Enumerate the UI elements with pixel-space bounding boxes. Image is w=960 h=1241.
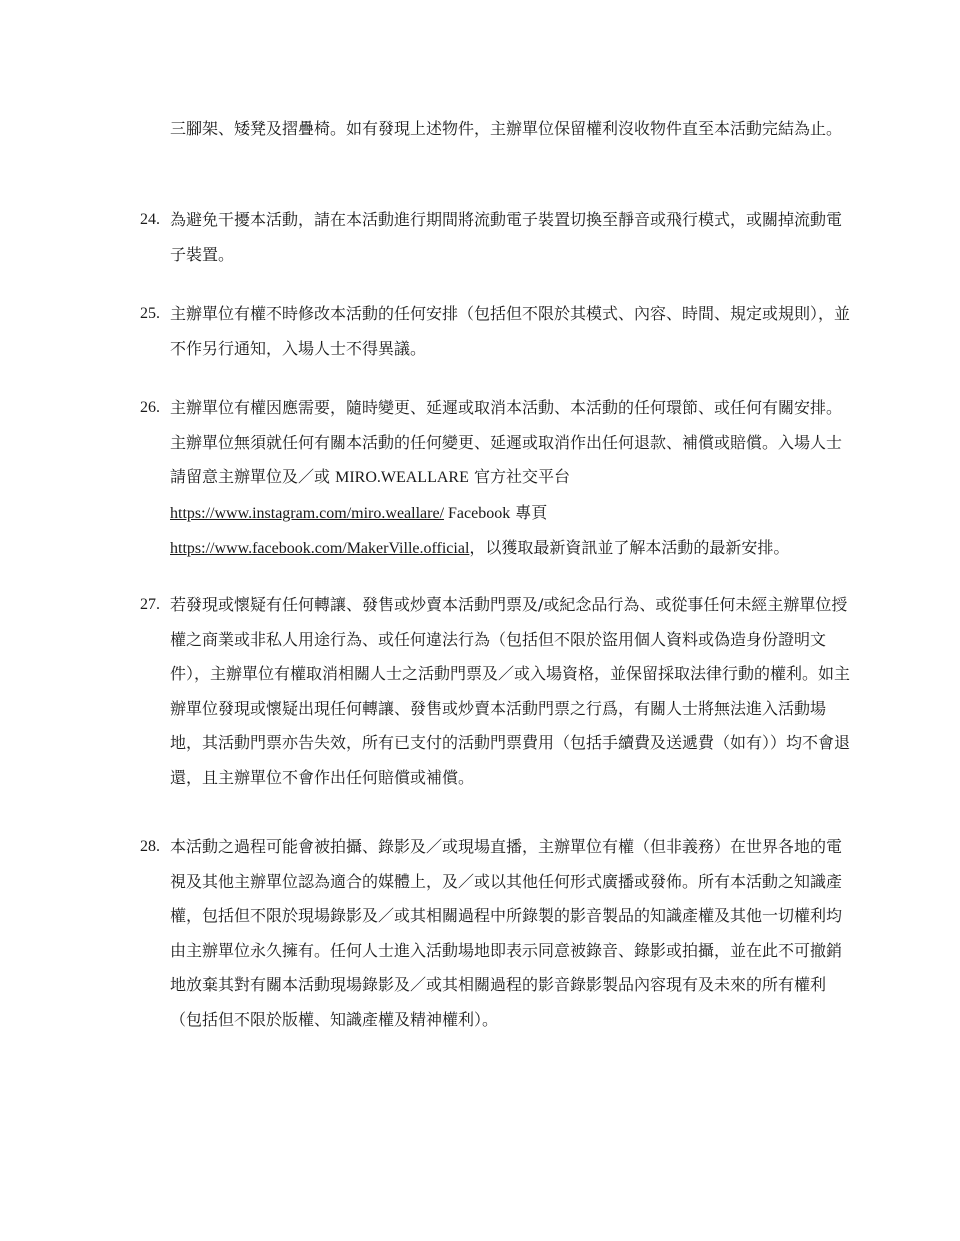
instagram-link[interactable]: https://www.instagram.com/miro.weallare/ (170, 504, 445, 522)
item-number: 26. (140, 399, 160, 416)
item-text: ，以獲取最新資訊並了解本活動的最新安排。 (469, 538, 790, 557)
item-text: 主辦單位有權因應需要，隨時變更、延遲或取消本活動、本活動的任何環節、或任何有關安排。主辦單位無須就任何有關本活動的任何變更、延遲或取消作出任何退款、補償或賠償。入場人士請留意主辦單位及／或 (170, 398, 843, 486)
list-item (140, 297, 850, 366)
facebook-link[interactable]: https://www.facebook.com/MakerVille.official (170, 540, 470, 557)
item-number: 25. (140, 305, 160, 322)
item-text: 若發現或懷疑有任何轉讓、發售或炒賣本活動門票及/或紀念品行為、或從事任何未經主辦單位授權之商業或非私人用途行為、或任何違法行為（包括但不限於盜用個人資料或偽造身份證明文件），主辦單位有權取消相關人士之活動門票及／或入場資格，並保留採取法律行動的權利。如主辦單位發現或懷疑出現任何轉讓、發售或炒賣本活動門票之行爲，有關人士將無法進入活動場地，其活動門票亦告失效，所有已支付的活動門票費用（包括手續費及送遞費（如有））均不會退還，且主辦單位不會作出任何賠償或補償。 (170, 595, 851, 787)
facebook-label: 專頁 (510, 502, 548, 522)
item-text: 主辦單位有權不時修改本活動的任何安排（包括但不限於其模式、內容、時間、規定或規則），並不作另行通知，入場人士不得異議。 (170, 304, 851, 358)
list-item (140, 203, 850, 272)
brand-name: MIRO.WEALLARE (335, 469, 469, 486)
item-text: 官方社交平台 (468, 467, 570, 486)
facebook-word: Facebook (444, 504, 511, 522)
item-number: 27. (140, 596, 160, 613)
item-text: 為避免干擾本活動，請在本活動進行期間將流動電子裝置切換至靜音或飛行模式，或關掉流動電子裝置。 (170, 210, 843, 264)
list-item (140, 830, 850, 1037)
list-item (140, 588, 850, 795)
list-item (140, 391, 850, 567)
item-number: 24. (140, 211, 160, 228)
item-number: 28. (140, 838, 160, 855)
item-text: 本活動之過程可能會被拍攝、錄影及／或現場直播，主辦單位有權（但非義務）在世界各地的電視及其他主辦單位認為適合的媒體上，及／或以其他任何形式廣播或發佈。所有本活動之知識產權，包括但不限於現場錄影及／或其相關過程中所錄製的影音製品的知識產權及其他一切權利均由主辦單位永久擁有。任何人士進入活動場地即表示同意被錄音、錄影或拍攝，並在此不可撤銷地放棄其對有關本活動現場錄影及／或其相關過程的影音錄影製品內容現有及未來的所有權利（包括但不限於版權、知識產權及精神權利）。 (170, 837, 843, 1029)
continuation-paragraph: 三腳架、矮凳及摺疊椅。如有發現上述物件，主辦單位保留權利沒收物件直至本活動完結為止。 (170, 119, 843, 138)
